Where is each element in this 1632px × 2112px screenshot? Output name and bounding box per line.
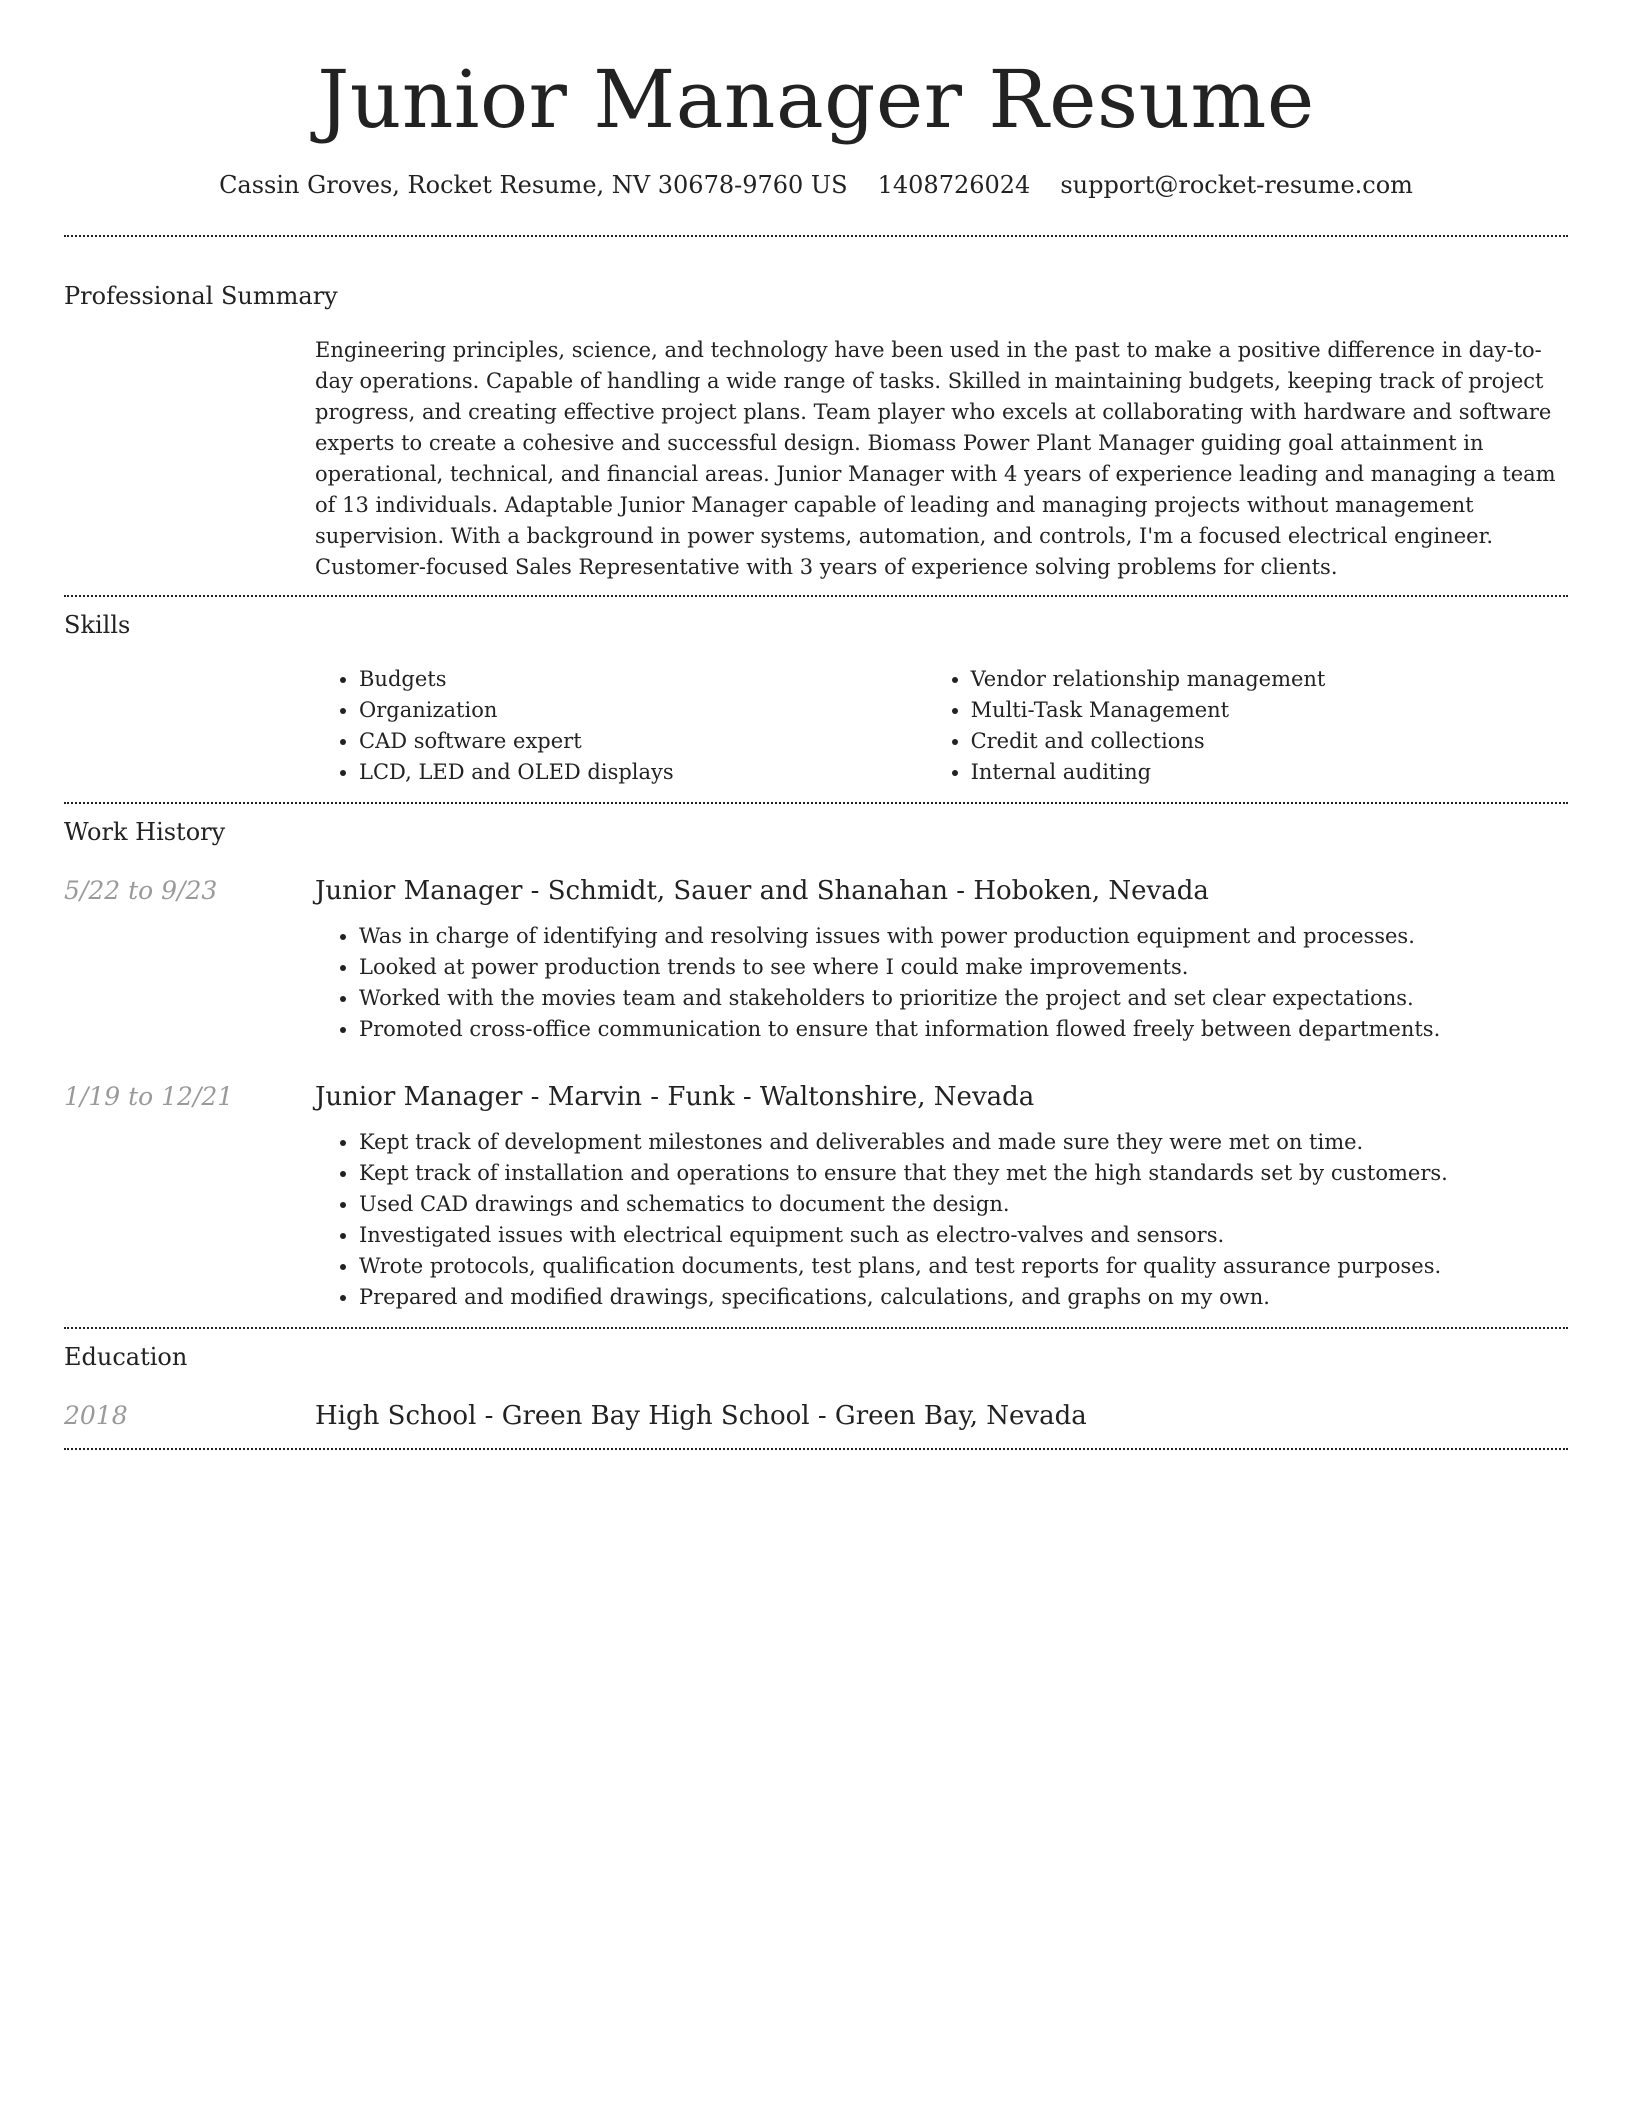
skill-item: • Multi-Task Management — [971, 695, 1568, 726]
job-bullet: • Looked at power production trends to see where I could make improvements. — [359, 952, 1568, 983]
job-bullet: • Worked with the movies team and stakeholders to prioritize the project and set clear expectations. — [359, 983, 1568, 1014]
section-heading-skills: Skills — [64, 611, 131, 639]
contact-email: support@rocket-resume.com — [1060, 171, 1413, 199]
job-entry-header — [64, 873, 1568, 909]
contact-line — [64, 168, 1568, 202]
job-dates: 5/22 to 9/23 — [64, 876, 218, 905]
job-bullet: • Promoted cross-office communication to ensure that information flowed freely between departments. — [359, 1014, 1568, 1045]
job-title: Junior Manager - Schmidt, Sauer and Shanahan - Hoboken, Nevada — [315, 876, 1209, 906]
job-bullets — [64, 1127, 1568, 1313]
job-bullet: • Was in charge of identifying and resolving issues with power production equipment and processes. — [359, 921, 1568, 952]
skills-list-right — [927, 664, 1568, 788]
section-heading-work: Work History — [64, 818, 226, 846]
education-dates: 2018 — [64, 1401, 128, 1430]
skill-item: • LCD, LED and OLED displays — [359, 757, 927, 788]
skill-item: • CAD software expert — [359, 726, 927, 757]
summary-text: Engineering principles, science, and technology have been used in the past to make a positive difference in day-to-day operations. Capable of handling a wide range of tasks. Skilled in maintaining budgets, keeping track of project progress, and creating effective project plans. Team player who excels at collaborating with hardware and software experts to create a cohesive and successful design. Biomass Power Plant Manager guiding goal attainment in operational, technical, and financial areas. Junior Manager with 4 years of experience leading and managing a team of 13 individuals. Adaptable Junior Manager capable of leading and managing projects without management supervision. With a background in power systems, automation, and controls, I'm a focused electrical engineer. Customer-focused Sales Representative with 3 years of experience solving problems for clients. — [315, 338, 1556, 579]
professional-summary-section — [64, 237, 1568, 595]
skills-list-left — [315, 664, 927, 788]
skills-section — [64, 597, 1568, 802]
education-entry — [64, 1398, 1568, 1448]
job-dates: 1/19 to 12/21 — [64, 1082, 234, 1111]
job-bullet: • Investigated issues with electrical equipment such as electro-valves and sensors. — [359, 1220, 1568, 1251]
job-bullets — [64, 921, 1568, 1045]
job-entry-header — [64, 1079, 1568, 1115]
skill-item: • Credit and collections — [971, 726, 1568, 757]
education-section — [64, 1329, 1568, 1448]
job-bullet: • Kept track of installation and operations to ensure that they met the high standards set by customers. — [359, 1158, 1568, 1189]
skill-item: • Vendor relationship management — [971, 664, 1568, 695]
job-bullet: • Used CAD drawings and schematics to document the design. — [359, 1189, 1568, 1220]
skills-columns — [315, 664, 1568, 802]
job-title: Junior Manager - Marvin - Funk - Waltonshire, Nevada — [315, 1082, 1035, 1112]
section-heading-summary: Professional Summary — [64, 282, 338, 310]
contact-address: Cassin Groves, Rocket Resume, NV 30678-9760 US — [219, 171, 848, 199]
work-history-section — [64, 804, 1568, 1327]
job-bullet: • Wrote protocols, qualification documents, test plans, and test reports for quality assurance purposes. — [359, 1251, 1568, 1282]
job-bullet: • Kept track of development milestones and deliverables and made sure they were met on time. — [359, 1127, 1568, 1158]
skill-item: • Internal auditing — [971, 757, 1568, 788]
job-bullet: • Prepared and modified drawings, specifications, calculations, and graphs on my own. — [359, 1282, 1568, 1313]
divider — [64, 1448, 1568, 1450]
contact-phone: 1408726024 — [877, 171, 1031, 199]
skill-item: • Budgets — [359, 664, 927, 695]
skill-item: • Organization — [359, 695, 927, 726]
section-heading-education: Education — [64, 1343, 188, 1371]
resume-title: Junior Manager Resume — [317, 53, 1315, 146]
education-title: High School - Green Bay High School - Green Bay, Nevada — [315, 1401, 1087, 1431]
